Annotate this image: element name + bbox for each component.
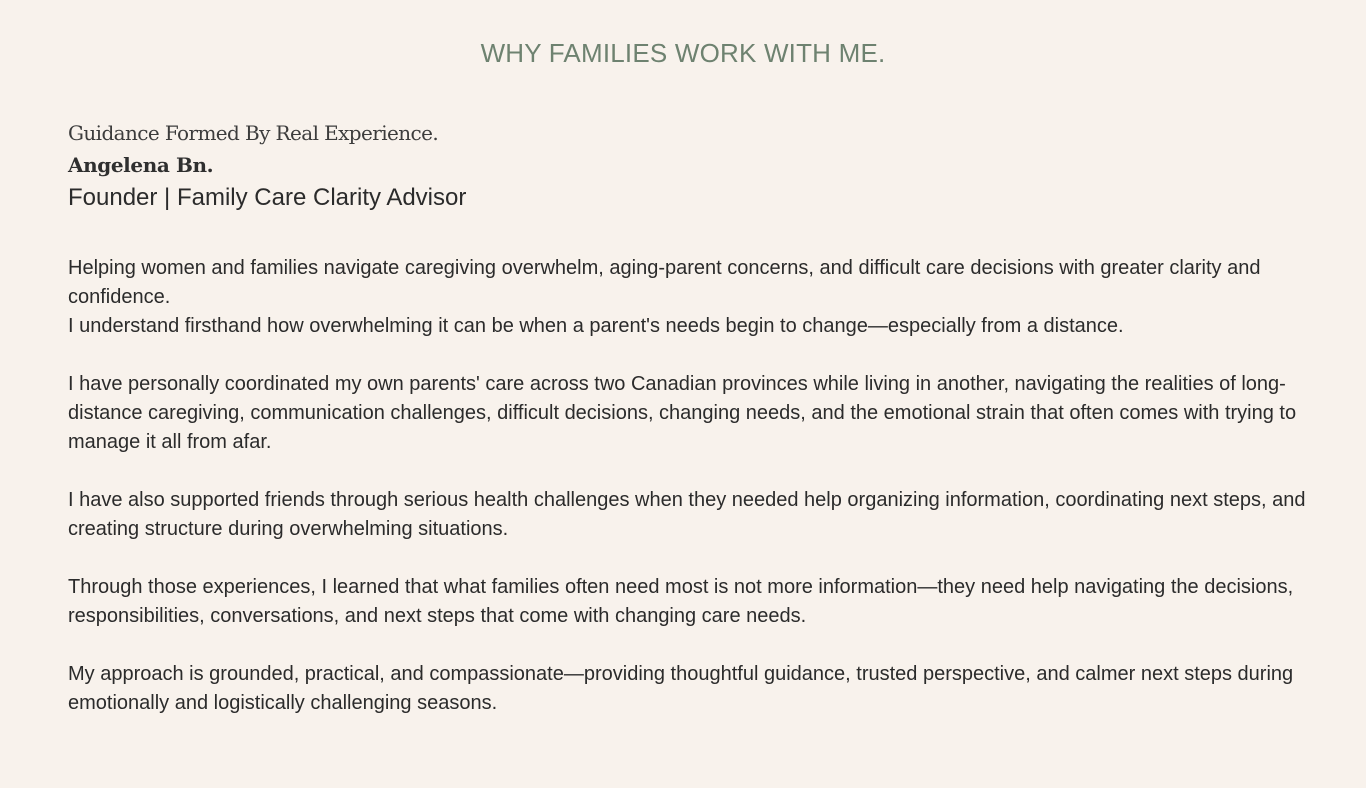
section-heading: WHY FAMILIES WORK WITH ME.: [480, 38, 886, 68]
paragraph-supported-friends: I have also supported friends through serious health challenges when they needed help organizing information, coordinating next steps, and creating structure during overwhelming situations.: [68, 489, 1306, 540]
paragraph-intro: Helping women and families navigate caregiving overwhelm, aging-parent concerns, and difficult care decisions with greater clarity and confidence.: [68, 257, 1261, 308]
founder-role: Founder | Family Care Clarity Advisor: [68, 184, 467, 211]
paragraph-experiences: Through those experiences, I learned that what families often need most is not more information—they need help navigating the decisions, responsibilities, conversations, and next steps that come with changing care needs.: [68, 576, 1294, 627]
paragraph-firsthand: I understand firsthand how overwhelming it can be when a parent's needs begin to change—especially from a distance.: [68, 315, 1124, 337]
about-body: [68, 254, 1308, 718]
about-content: [68, 118, 1308, 718]
tagline: Guidance Formed By Real Experience.: [68, 121, 439, 145]
paragraph-approach: My approach is grounded, practical, and compassionate—providing thoughtful guidance, trusted perspective, and calmer next steps during emotionally and logistically challenging seasons.: [68, 663, 1294, 714]
paragraph-coordinated-care: I have personally coordinated my own parents' care across two Canadian provinces while living in another, navigating the realities of long-distance caregiving, communication challenges, difficult decisions, changing needs, and the emotional strain that often comes with trying to manage it all from afar.: [68, 373, 1297, 453]
founder-name: Angelena Bn.: [68, 153, 214, 177]
